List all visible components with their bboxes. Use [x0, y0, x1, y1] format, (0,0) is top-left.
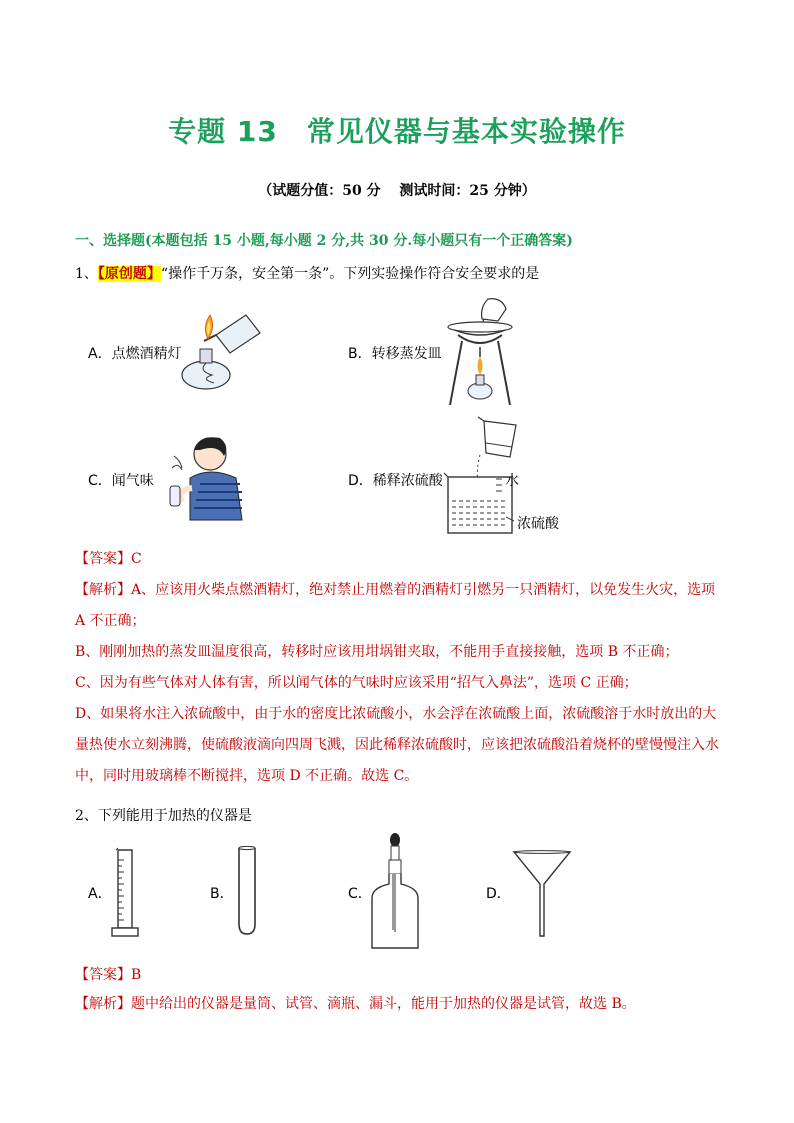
analysis-line: B、刚刚加热的蒸发皿温度很高，转移时应该用坩埚钳夹取，不能用手直接接触，选项 B 不正确； [75, 644, 679, 660]
page-title: 专题 13 常见仪器与基本实验操作 [168, 115, 626, 148]
answer-tag: 【答案】 [75, 551, 131, 567]
analysis-line: 【解析】A、应该用火柴点燃酒精灯，绝对禁止用燃着的酒精灯引燃另一只酒精灯，以免发生火灾，选项 [75, 582, 716, 598]
test-tube-icon [236, 846, 258, 936]
alcohol-lamp-figure [178, 305, 268, 395]
analysis-line: 中，同时用玻璃棒不断搅拌，选项 D 不正确。故选 C。 [75, 768, 419, 784]
page-subtitle: （试题分值：50 分 测试时间：25 分钟） [258, 183, 536, 199]
section-heading: 一、选择题(本题包括 15 小题,每小题 2 分,共 30 分.每小题只有一个正确答案) [75, 233, 573, 249]
q2-analysis [75, 989, 725, 1020]
q2-option-d: D． [486, 886, 511, 902]
concentrated-acid-label: 浓硫酸 [517, 516, 559, 532]
analysis-line: C、因为有些气体对人体有害，所以闻气体的气味时应该采用“招气入鼻法”，选项 C 正确； [75, 675, 638, 691]
q1-answer [75, 548, 142, 568]
smelling-gas-figure [160, 428, 250, 523]
q1-option-b: B．转移蒸发皿 [348, 346, 442, 362]
q1-option-c: C．闻气味 [88, 473, 154, 489]
q2-answer [75, 964, 141, 984]
question-2-stem: 2、下列能用于加热的仪器是 [75, 808, 252, 824]
question-1-number: 1、 [75, 266, 98, 282]
original-question-tag: 【原创题】 [97, 266, 161, 282]
q2-option-c: C． [348, 886, 372, 902]
q2-option-b: B． [210, 886, 234, 902]
answer-tag: 【答案】 [75, 967, 131, 983]
q1-option-d: D．稀释浓硫酸 [348, 473, 443, 489]
dropper-bottle-icon [368, 832, 422, 952]
evaporating-dish-figure [440, 295, 520, 410]
graduated-cylinder-icon [110, 848, 140, 940]
analysis-line: A 不正确； [75, 613, 146, 629]
analysis-tag: 【解析】 [75, 996, 131, 1012]
answer-value: B [131, 967, 142, 983]
water-label: 水 [505, 473, 519, 489]
answer-value: C [131, 551, 142, 567]
analysis-tag: 【解析】 [75, 582, 131, 598]
analysis-line: D、如果将水注入浓硫酸中，由于水的密度比浓硫酸小，水会浮在浓硫酸上面，浓硫酸溶于水时放出的大 [75, 706, 717, 722]
analysis-line: 量热使水立刻沸腾，使硫酸液滴向四周飞溅，因此稀释浓硫酸时，应该把浓硫酸沿着烧杯的壁慢慢注入水 [75, 737, 719, 753]
q2-option-a: A． [88, 886, 112, 902]
q1-analysis [75, 575, 725, 792]
funnel-icon [510, 850, 574, 940]
question-1-text: “操作千万条，安全第一条”。下列实验操作符合安全要求的是 [160, 266, 540, 282]
q1-option-a: A．点燃酒精灯 [88, 346, 182, 362]
question-1-stem [75, 263, 539, 283]
analysis-text: 题中给出的仪器是量筒、试管、滴瓶、漏斗，能用于加热的仪器是试管，故选 B。 [131, 996, 636, 1012]
